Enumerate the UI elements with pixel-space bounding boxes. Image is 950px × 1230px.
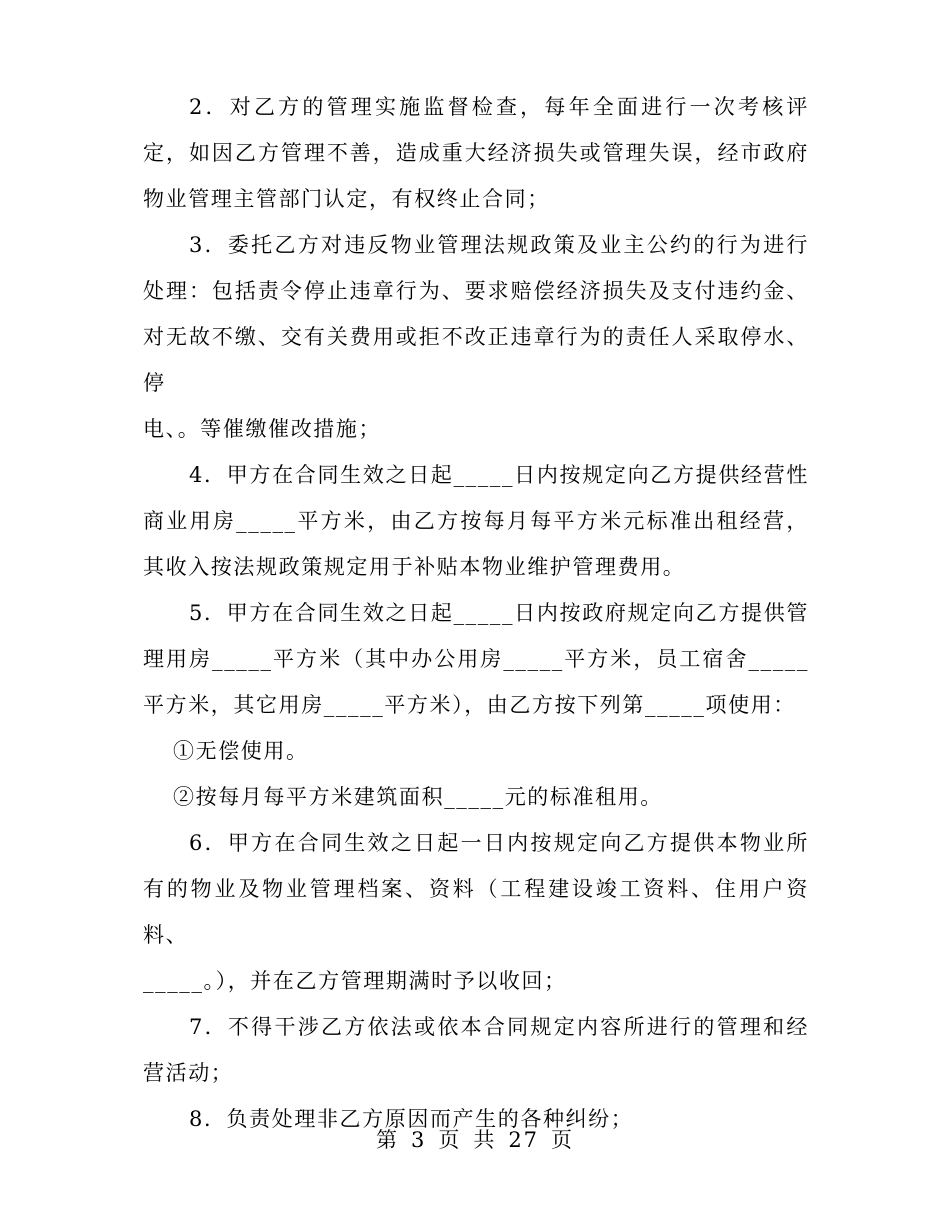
clause-5-option-1: ①无偿使用。	[173, 739, 309, 763]
footer-total-prefix: 共	[473, 1128, 497, 1152]
page-footer	[0, 1124, 950, 1154]
clause-5-option-2: ②按每月每平方米建筑面积_____元的标准租用。	[173, 785, 663, 809]
footer-page-number: 3	[410, 1128, 427, 1152]
clause-8: 8．负责处理非乙方原因而产生的各种纠纷；	[189, 1107, 634, 1131]
clause-6: 6．甲方在合同生效之日起一日内按规定向乙方提供本物业所有的物业及物业管理档案、资料（工程建设竣工资料、住用户资料、	[143, 831, 809, 947]
clause-6-continuation: _____。），并在乙方管理期满时予以收回；	[143, 969, 567, 993]
clause-2: 2．对乙方的管理实施监督检查，每年全面进行一次考核评定，如因乙方管理不善，造成重大经济损失或管理失误，经市政府物业管理主管部门认定，有权终止合同；	[143, 95, 809, 211]
document-body	[143, 84, 809, 1142]
clause-3-continuation: 电、。等催缴催改措施；	[143, 417, 382, 441]
footer-total-unit: 页	[551, 1128, 575, 1152]
footer-prefix: 第	[375, 1128, 399, 1152]
clause-4: 4．甲方在合同生效之日起_____日内按规定向乙方提供经营性商业用房_____平方米，由乙方按每月每平方米元标准出租经营，其收入按法规政策规定用于补贴本物业维护管理费用。	[143, 463, 809, 579]
clause-5: 5．甲方在合同生效之日起_____日内按政府规定向乙方提供管理用房_____平方米（其中办公用房_____平方米，员工宿舍_____平方米，其它用房_____平方米），由乙方按下列第_____项使用：	[143, 601, 809, 717]
clause-7: 7．不得干涉乙方依法或依本合同规定内容所进行的管理和经营活动；	[143, 1015, 809, 1085]
footer-total-pages: 27	[508, 1128, 540, 1152]
footer-page-unit: 页	[438, 1128, 462, 1152]
clause-3: 3．委托乙方对违反物业管理法规政策及业主公约的行为进行处理：包括责令停止违章行为、要求赔偿经济损失及支付违约金、对无故不缴、交有关费用或拒不改正违章行为的责任人采取停水、停	[143, 233, 809, 395]
